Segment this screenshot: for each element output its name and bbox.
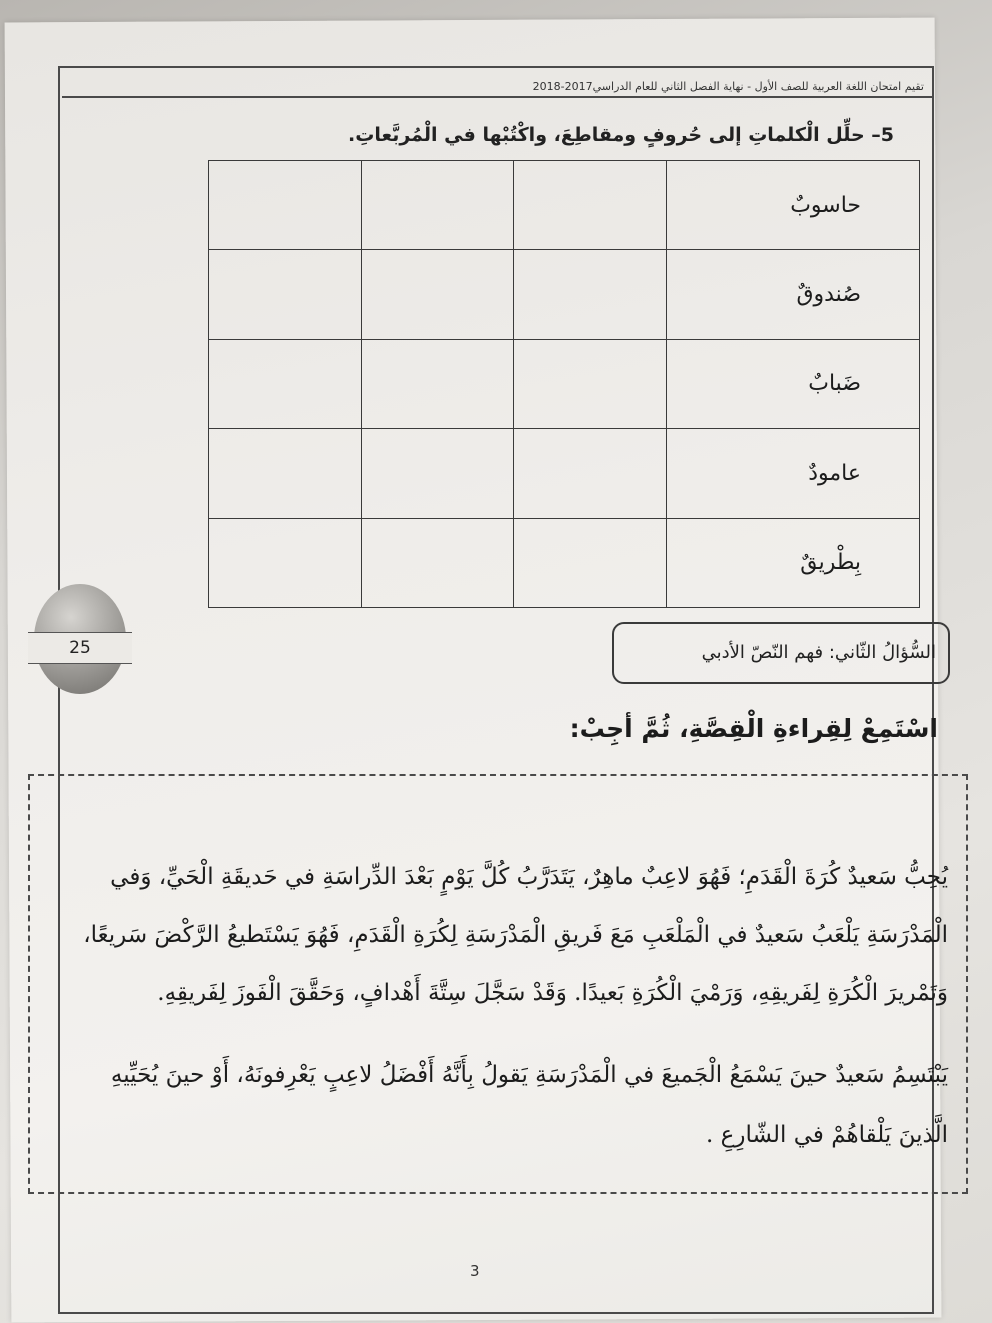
answer-cell[interactable]	[514, 429, 667, 518]
table-row	[209, 429, 920, 518]
answer-cell[interactable]	[209, 518, 362, 607]
story-line: وَتَمْريرَ الْكُرَةِ لِفَريقِهِ، وَرَمْيَ الْكُرَةِ بَعيدًا. وَقَدْ سَجَّلَ سِتَّةَ أَهْدافٍ، وَحَقَّقَ الْفَوزَ لِفَريقِهِ.	[157, 980, 948, 1006]
answer-cell[interactable]	[514, 339, 667, 428]
answer-cell[interactable]	[209, 429, 362, 518]
word-cell: بِطْريقٌ	[667, 518, 920, 607]
word-cell: ضَبابٌ	[667, 339, 920, 428]
answer-cell[interactable]	[361, 339, 514, 428]
answer-cell[interactable]	[361, 161, 514, 250]
question-2-title: السُّؤالُ الثّاني: فهم النّصّ الأدبي	[612, 622, 950, 684]
story-line: الْمَدْرَسَةِ يَلْعَبُ سَعيدٌ في الْمَلْعَبِ مَعَ فَريقِ الْمَدْرَسَةِ لِكُرَةِ الْقَدَمِ، فَهُوَ يَسْتَطيعُ الرَّكْضَ سَريعًا،	[83, 922, 948, 948]
exam-header: تقيم امتحان اللغة العربية للصف الأول - نهاية الفصل الثاني للعام الدراسي2017-2018	[532, 80, 924, 93]
answer-cell[interactable]	[514, 250, 667, 339]
word-cell: حاسوبٌ	[667, 161, 920, 250]
answer-cell[interactable]	[514, 161, 667, 250]
answer-cell[interactable]	[361, 250, 514, 339]
syllable-table	[208, 160, 920, 608]
answer-cell[interactable]	[361, 518, 514, 607]
story-line: الَّذينَ يَلْقاهُمْ في الشّارِعِ .	[706, 1122, 948, 1148]
story-box	[28, 774, 968, 1194]
answer-cell[interactable]	[209, 250, 362, 339]
table-row	[209, 518, 920, 607]
story-line: يُحِبُّ سَعيدٌ كُرَةَ الْقَدَمِ؛ فَهُوَ لاعِبٌ ماهِرٌ، يَتَدَرَّبُ كُلَّ يَوْمٍ بَعْدَ الدِّراسَةِ في حَديقَةِ الْحَيِّ، وَفي	[110, 864, 948, 890]
listening-instruction: اسْتَمِعْ لِقِراءةِ الْقِصَّةِ، ثُمَّ أجِبْ:	[569, 714, 938, 743]
table-row	[209, 250, 920, 339]
answer-cell[interactable]	[361, 429, 514, 518]
answer-cell[interactable]	[209, 161, 362, 250]
story-line: يَبْتَسِمُ سَعيدٌ حينَ يَسْمَعُ الْجَميعَ في الْمَدْرَسَةِ يَقولُ بِأَنَّهُ أَفْضَلُ لاعِبٍ يَعْرِفونَهُ، أَوْ حينَ يُحَيِّيهِ	[110, 1062, 948, 1088]
word-cell: عامودٌ	[667, 429, 920, 518]
answer-cell[interactable]	[209, 339, 362, 428]
question-5-title: 5– حلِّل الْكلماتِ إلى حُروفٍ ومقاطِعَ، واكْتُبْها في الْمُربَّعاتِ.	[348, 124, 894, 146]
answer-cell[interactable]	[514, 518, 667, 607]
word-cell: صُندوقٌ	[667, 250, 920, 339]
header-divider	[62, 96, 932, 98]
table-row	[209, 161, 920, 250]
table-row	[209, 339, 920, 428]
page-number: 3	[470, 1262, 480, 1280]
score-value: 25	[28, 632, 132, 664]
